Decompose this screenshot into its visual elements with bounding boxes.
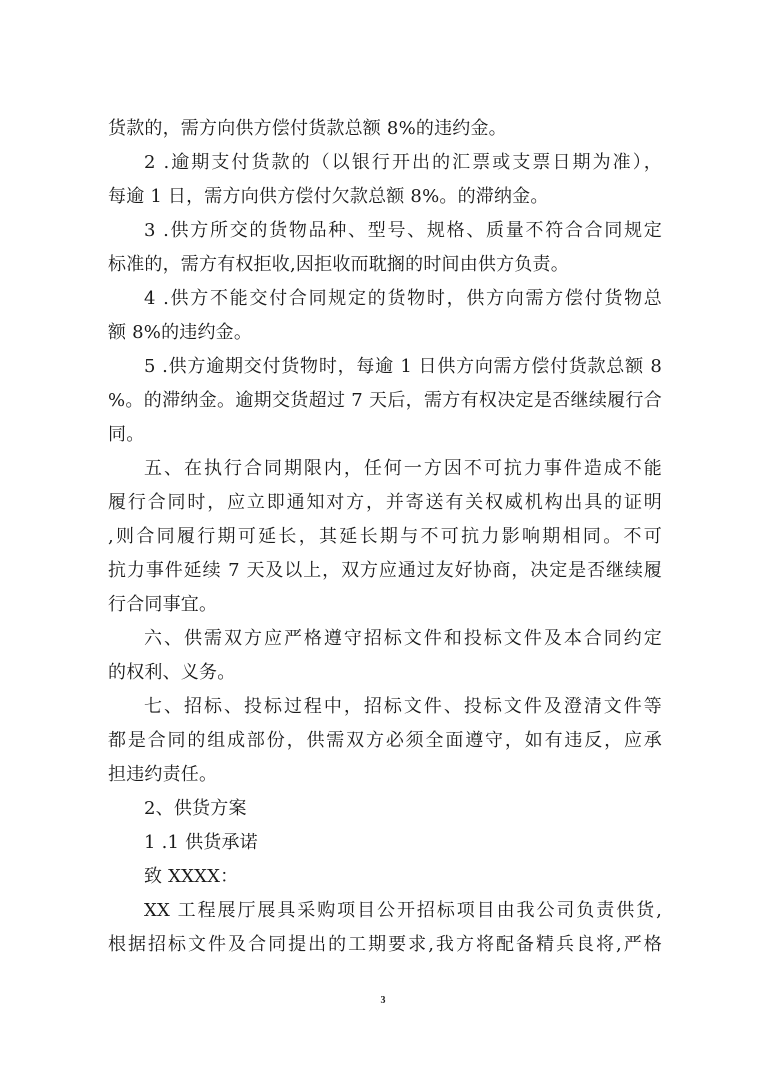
text-line: 每逾 1 日，需方向供方偿付欠款总额 8%。的滞纳金。	[108, 186, 549, 207]
text-line: 履行合同时，应立即通知对方，并寄送有关权威机构出具的证明	[108, 492, 662, 513]
document-body	[108, 112, 662, 962]
page-number: 3	[380, 995, 386, 1006]
section-5-line: 五、在执行合同期限内，任何一方因不可抗力事件造成不能	[144, 458, 662, 479]
text-line: %。的滞纳金。逾期交货超过 7 天后，需方有权决定是否继续履行合	[108, 390, 662, 411]
text-line: 都是合同的组成部份，供需双方必须全面遵守，如有违反，应承	[108, 730, 662, 751]
text-line: 额 8%的违约金。	[108, 322, 253, 343]
text-line: 行合同事宜。	[108, 594, 218, 615]
text-line: XX 工程展厅展具采购项目公开招标项目由我公司负责供货,	[144, 900, 662, 921]
text-line: ,则合同履行期可延长，其延长期与不可抗力影响期相同。不可	[108, 526, 662, 547]
clause-4-line: 4 .供方不能交付合同规定的货物时，供方向需方偿付货物总	[144, 288, 662, 309]
text-line: 抗力事件延续 7 天及以上，双方应通过友好协商，决定是否继续履	[108, 560, 662, 581]
clause-2-line: 2 .逾期支付货款的（以银行开出的汇票或支票日期为准），	[144, 152, 662, 173]
clause-5-line: 5 .供方逾期交付货物时，每逾 1 日供方向需方偿付货款总额 8	[144, 356, 662, 377]
heading-supply-commitment: 1 .1 供货承诺	[144, 832, 258, 853]
text-line: 担违约责任。	[108, 764, 218, 785]
text-line: 根据招标文件及合同提出的工期要求,我方将配备精兵良将,严格	[108, 934, 662, 955]
clause-3-line: 3 .供方所交的货物品种、型号、规格、质量不符合合同规定	[144, 220, 662, 241]
heading-supply-plan: 2、供货方案	[144, 798, 247, 819]
section-7-line: 七、招标、投标过程中，招标文件、投标文件及澄清文件等	[144, 696, 662, 717]
text-line: 货款的，需方向供方偿付货款总额 8%的违约金。	[108, 118, 507, 139]
salutation-line: 致 XXXX：	[144, 866, 239, 887]
text-line: 的权利、义务。	[108, 662, 236, 683]
text-line: 标准的，需方有权拒收,因拒收而耽搁的时间由供方负责。	[108, 254, 569, 275]
section-6-line: 六、供需双方应严格遵守招标文件和投标文件及本合同约定	[144, 628, 662, 649]
text-line: 同。	[108, 424, 145, 445]
